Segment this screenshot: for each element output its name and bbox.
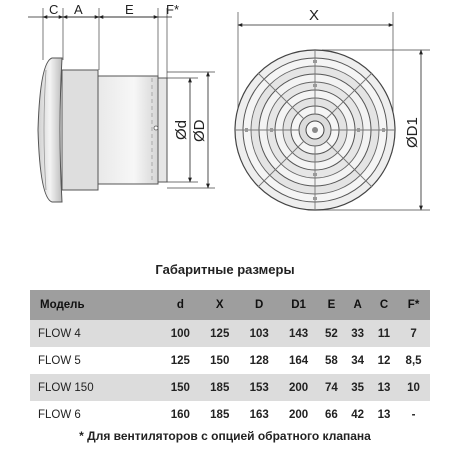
table-cell: 35 [345,374,371,401]
table-cell: 143 [279,320,318,347]
front-view [235,7,430,210]
header-d1: D1 [279,290,318,320]
table-cell: 52 [318,320,344,347]
table-cell: 128 [249,354,269,367]
dim-label-f: F* [166,2,179,17]
header-a: A [345,290,371,320]
table-cell: FLOW 150 [30,374,161,401]
table-cell: 125 [170,354,190,367]
table-cell: 58 [325,354,338,367]
table-cell: 10 [397,374,430,401]
table-row [30,401,430,428]
table-cell: FLOW 4 [30,320,161,347]
table-cell: 13 [377,408,391,421]
dim-label-a: A [74,2,83,17]
dim-label-d-small: Ød [173,119,190,140]
header-f: F* [397,290,430,320]
table-cell: 150 [161,374,200,401]
table-cell: 160 [170,408,190,421]
table-header-row [30,290,430,320]
table-cell: 103 [239,320,278,347]
table-cell: 7 [397,320,430,347]
table-cell: 66 [325,408,338,421]
table-cell: FLOW 5 [38,354,81,367]
table-cell: 125 [200,320,239,347]
table-cell: 34 [351,354,365,367]
table-cell: 33 [345,320,371,347]
table-cell: 74 [318,374,344,401]
dimensions-table [30,290,430,428]
header-D: D [239,290,278,320]
table-cell: 11 [371,320,397,347]
table-row [30,347,430,374]
table-cell: 185 [200,374,239,401]
table-row [30,320,430,347]
table-cell: 164 [288,354,309,367]
header-e: E [318,290,344,320]
table-cell: 185 [210,408,230,421]
dim-label-e: E [125,2,134,17]
table-cell: 200 [279,374,318,401]
table-cell: 13 [371,374,397,401]
table-cell: 200 [288,408,309,421]
side-view [28,2,215,202]
table-cell: 100 [161,320,200,347]
dim-label-d-large: ØD [191,119,208,142]
header-model: Модель [30,290,161,320]
dim-label-x: X [309,7,320,24]
header-x: X [200,290,239,320]
table-cell: - [411,408,416,421]
dim-label-c: C [49,2,59,17]
header-d: d [161,290,200,320]
table-row [30,374,430,401]
table-cell: 42 [351,408,365,421]
table-cell: FLOW 6 [38,408,81,421]
table-cell: 12 [377,354,391,367]
table-cell: 8,5 [405,354,422,367]
dim-label-d1: ØD1 [404,117,421,148]
footnote: * Для вентиляторов с опцией обратного клапана [79,429,371,443]
table-cell: 150 [210,354,230,367]
header-c: C [371,290,397,320]
table-cell: 153 [239,374,278,401]
table-title: Габаритные размеры [155,262,295,277]
table-cell: 163 [249,408,269,421]
